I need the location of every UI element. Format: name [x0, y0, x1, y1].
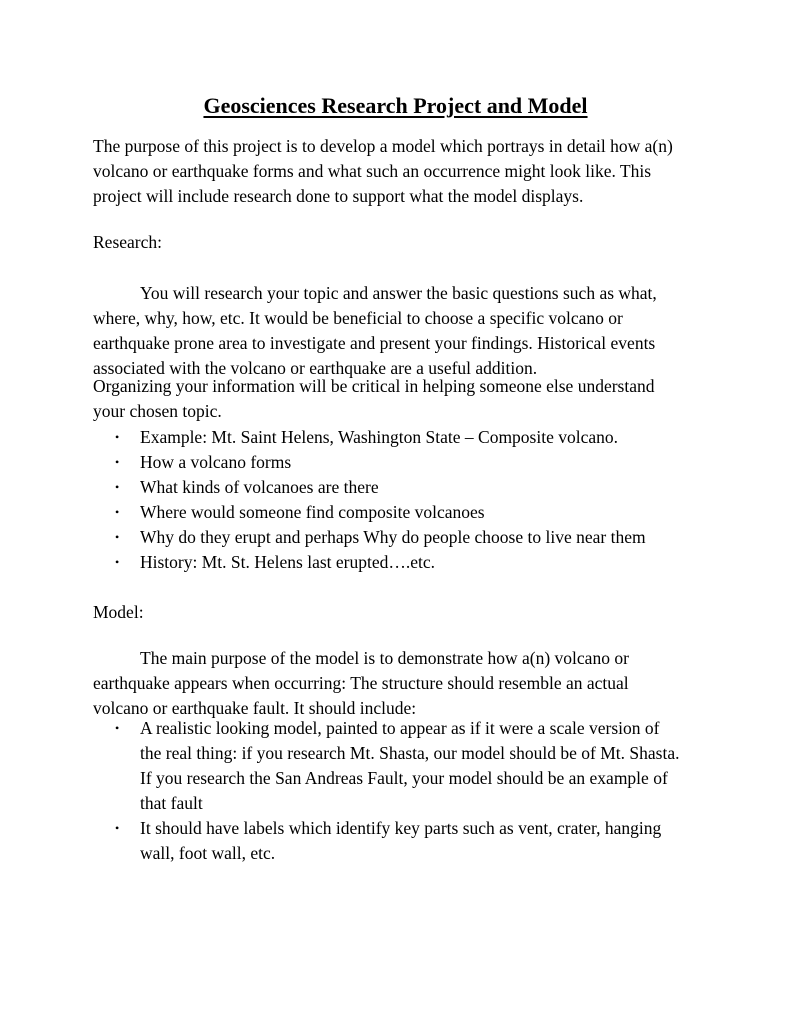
bullet-icon: • — [115, 430, 120, 444]
research-line: You will research your topic and answer the basic questions such as what, — [140, 283, 657, 303]
intro-line: The purpose of this project is to develop a model which portrays in detail how a(n) — [93, 136, 673, 156]
list-item — [93, 816, 713, 866]
model-paragraph — [93, 646, 713, 721]
intro-line: project will include research done to support what the model displays. — [93, 186, 584, 206]
model-line: volcano or earthquake fault. It should include: — [93, 698, 417, 718]
list-item — [93, 425, 713, 450]
bullet-icon: • — [115, 505, 120, 519]
bullet-icon: • — [115, 455, 120, 469]
intro-paragraph — [93, 134, 713, 209]
bullet-icon: • — [115, 721, 120, 735]
list-item-line: If you research the San Andreas Fault, your model should be an example of — [140, 768, 668, 788]
intro-line: volcano or earthquake forms and what such an occurrence might look like. This — [93, 161, 652, 181]
bullet-icon: • — [115, 555, 120, 569]
page-title: Geosciences Research Project and Model — [203, 93, 588, 118]
research-line: where, why, how, etc. It would be beneficial to choose a specific volcano or — [93, 308, 623, 328]
research-organizing-paragraph — [93, 374, 713, 424]
list-item — [93, 475, 713, 500]
list-item-line: A realistic looking model, painted to appear as if it were a scale version of — [140, 718, 660, 738]
research-line: earthquake prone area to investigate and present your findings. Historical events — [93, 333, 656, 353]
list-item — [93, 716, 713, 816]
list-item-line: the real thing: if you research Mt. Shasta, our model should be of Mt. Shasta. — [140, 743, 680, 763]
bullet-icon: • — [115, 480, 120, 494]
list-item-line: wall, foot wall, etc. — [140, 843, 276, 863]
list-item-text: Why do they erupt and perhaps Why do people choose to live near them — [140, 527, 646, 547]
research-line: Organizing your information will be critical in helping someone else understand — [93, 376, 655, 396]
model-line: The main purpose of the model is to demonstrate how a(n) volcano or — [140, 648, 629, 668]
list-item — [93, 500, 713, 525]
list-item-line: that fault — [140, 793, 203, 813]
list-item-text: How a volcano forms — [140, 452, 292, 472]
list-item-text: History: Mt. St. Helens last erupted….etc. — [140, 552, 436, 572]
list-item — [93, 450, 713, 475]
list-item-text: Example: Mt. Saint Helens, Washington State – Composite volcano. — [140, 427, 619, 447]
research-bullet-list — [93, 425, 713, 575]
model-heading: Model: — [93, 602, 144, 622]
list-item — [93, 525, 713, 550]
model-bullet-list — [93, 716, 713, 866]
list-item-text: What kinds of volcanoes are there — [140, 477, 379, 497]
research-paragraph — [93, 281, 713, 381]
bullet-icon: • — [115, 530, 120, 544]
model-line: earthquake appears when occurring: The structure should resemble an actual — [93, 673, 629, 693]
list-item — [93, 550, 713, 575]
research-line: associated with the volcano or earthquake are a useful addition. — [93, 358, 538, 378]
bullet-icon: • — [115, 821, 120, 835]
list-item-line: It should have labels which identify key parts such as vent, crater, hanging — [140, 818, 662, 838]
research-heading: Research: — [93, 232, 162, 252]
research-line: your chosen topic. — [93, 401, 222, 421]
list-item-text: Where would someone find composite volcanoes — [140, 502, 485, 522]
